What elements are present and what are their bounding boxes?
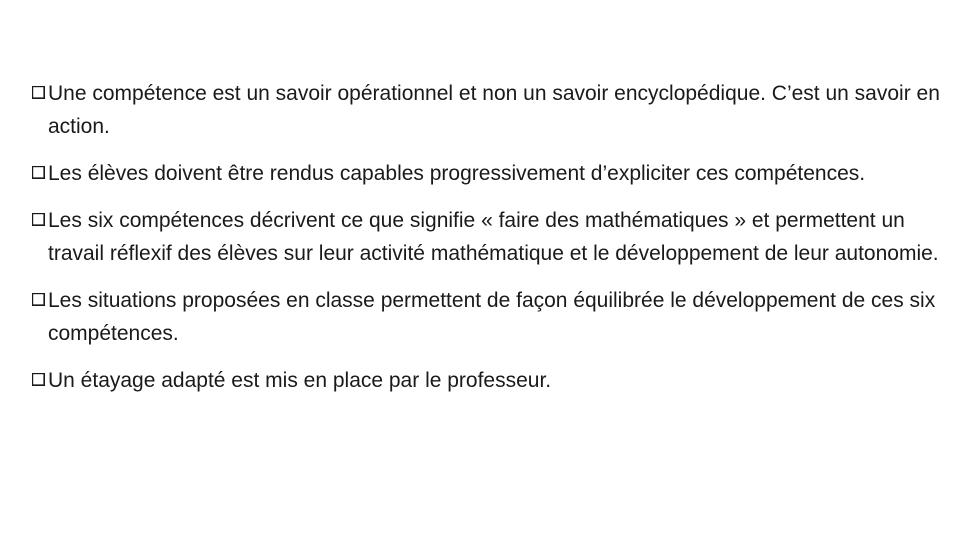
bullet-list: [30, 77, 950, 397]
list-item: [30, 204, 950, 270]
list-item: [30, 157, 950, 190]
checkbox-square-icon: [32, 373, 45, 386]
checkbox-square-icon: [32, 166, 45, 179]
list-item: [30, 77, 950, 143]
list-item: [30, 284, 950, 350]
bullet-text: Une compétence est un savoir opérationnel et non un savoir encyclopédique. C’est un savoir en action.: [48, 82, 940, 138]
bullet-text: Un étayage adapté est mis en place par le professeur.: [48, 369, 552, 392]
checkbox-square-icon: [32, 293, 45, 306]
checkbox-square-icon: [32, 86, 45, 99]
list-item: [30, 364, 950, 397]
bullet-text: Les six compétences décrivent ce que signifie « faire des mathématiques » et permettent un travail réflexif des élèves sur leur activité mathématique et le développement de leur autonomie.: [48, 209, 939, 265]
checkbox-square-icon: [32, 213, 45, 226]
bullet-text: Les élèves doivent être rendus capables progressivement d’expliciter ces compétences.: [48, 162, 866, 185]
bullet-text: Les situations proposées en classe permettent de façon équilibrée le développement de ces six compétences.: [48, 289, 936, 345]
